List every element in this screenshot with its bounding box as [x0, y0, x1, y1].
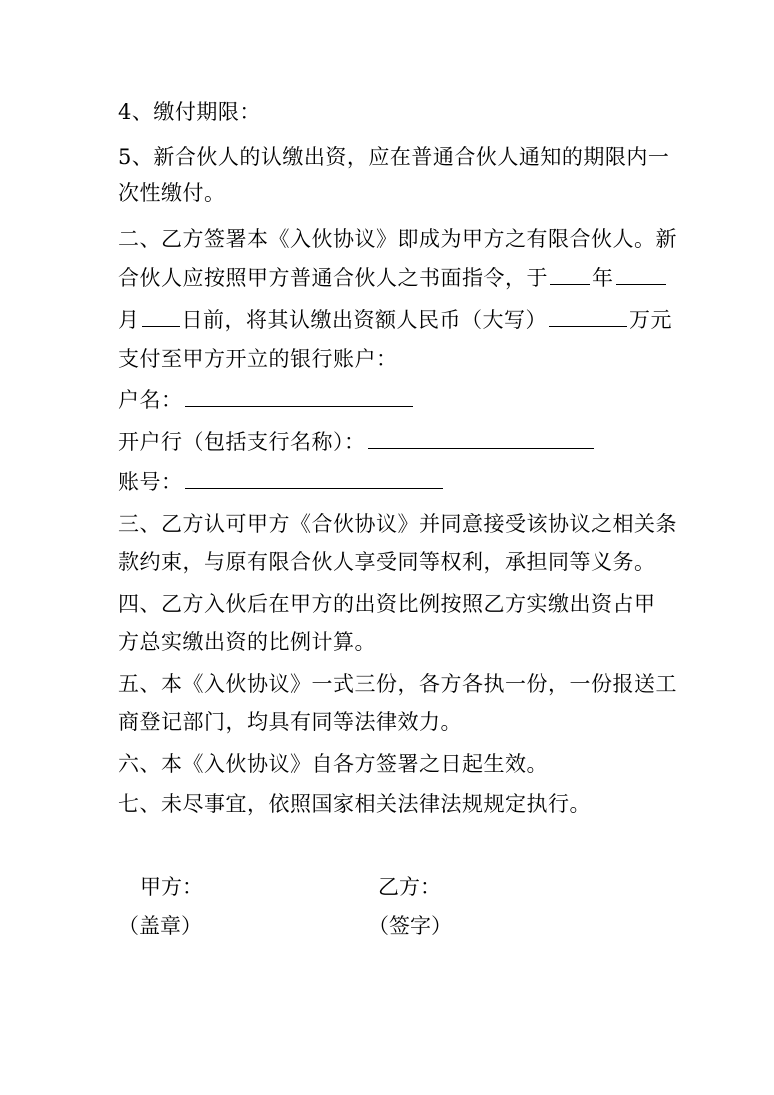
section-2-line-4	[118, 345, 398, 373]
section-4-line-2	[118, 628, 376, 656]
section-3-line-1	[118, 510, 677, 538]
text: 款约束，与原有限合伙人享受同等权利，承担同等义务。	[118, 550, 656, 574]
clause-4-payment-deadline	[118, 98, 261, 126]
text: 合伙人应按照甲方普通合伙人之书面指令，于	[118, 266, 548, 290]
text: 六、本《入伙协议》自各方签署之日起生效。	[118, 752, 548, 776]
text: 5、新合伙人的认缴出资，应在普通合伙人通知的期限内一	[118, 145, 670, 169]
section-2-line-3	[118, 306, 672, 334]
account-name-blank	[185, 386, 413, 407]
section-2-line-1	[118, 225, 677, 253]
year-blank	[550, 264, 590, 285]
bank-blank	[368, 428, 594, 449]
bank-label: 开户行（包括支行名称）：	[118, 430, 366, 454]
text: 方总实缴出资的比例计算。	[118, 630, 376, 654]
party-b-sign-note: （签字）	[368, 914, 452, 938]
month-label: 月	[118, 308, 140, 332]
clause-5-line-2	[118, 179, 226, 207]
account-name-line	[118, 386, 415, 414]
text: 次性缴付。	[118, 181, 226, 205]
account-number-label: 账号：	[118, 470, 183, 494]
text: 七、未尽事宜，依照国家相关法律法规规定执行。	[118, 792, 591, 816]
section-5-line-1	[118, 670, 677, 698]
party-a-label: 甲方：	[140, 875, 203, 899]
amount-blank	[549, 306, 627, 327]
text: 4、缴付期限：	[118, 100, 261, 124]
month-blank-trailing	[616, 264, 666, 285]
account-number-line	[118, 468, 445, 496]
text: 二、乙方签署本《入伙协议》即成为甲方之有限合伙人。新	[118, 227, 677, 251]
party-b-label: 乙方：	[378, 875, 441, 899]
unit-label: 万元	[629, 308, 672, 332]
section-4-line-1	[118, 590, 656, 618]
day-blank	[142, 306, 180, 327]
year-label: 年	[592, 266, 614, 290]
text: 四、乙方入伙后在甲方的出资比例按照乙方实缴出资占甲	[118, 592, 656, 616]
section-2-line-2	[118, 264, 668, 292]
section-6	[118, 750, 548, 778]
section-5-line-2	[118, 708, 462, 736]
clause-5-line-1	[118, 143, 669, 171]
text: 商登记部门，均具有同等法律效力。	[118, 710, 462, 734]
account-name-label: 户名：	[118, 388, 183, 412]
party-a-seal-note: （盖章）	[118, 914, 202, 938]
text: 支付至甲方开立的银行账户：	[118, 347, 398, 371]
section-7	[118, 790, 591, 818]
account-number-blank	[185, 468, 443, 489]
bank-line	[118, 428, 596, 456]
text: 日前，将其认缴出资额人民币（大写）	[181, 308, 547, 332]
section-3-line-2	[118, 548, 656, 576]
text: 五、本《入伙协议》一式三份，各方各执一份，一份报送工	[118, 672, 677, 696]
text: 三、乙方认可甲方《合伙协议》并同意接受该协议之相关条	[118, 512, 677, 536]
